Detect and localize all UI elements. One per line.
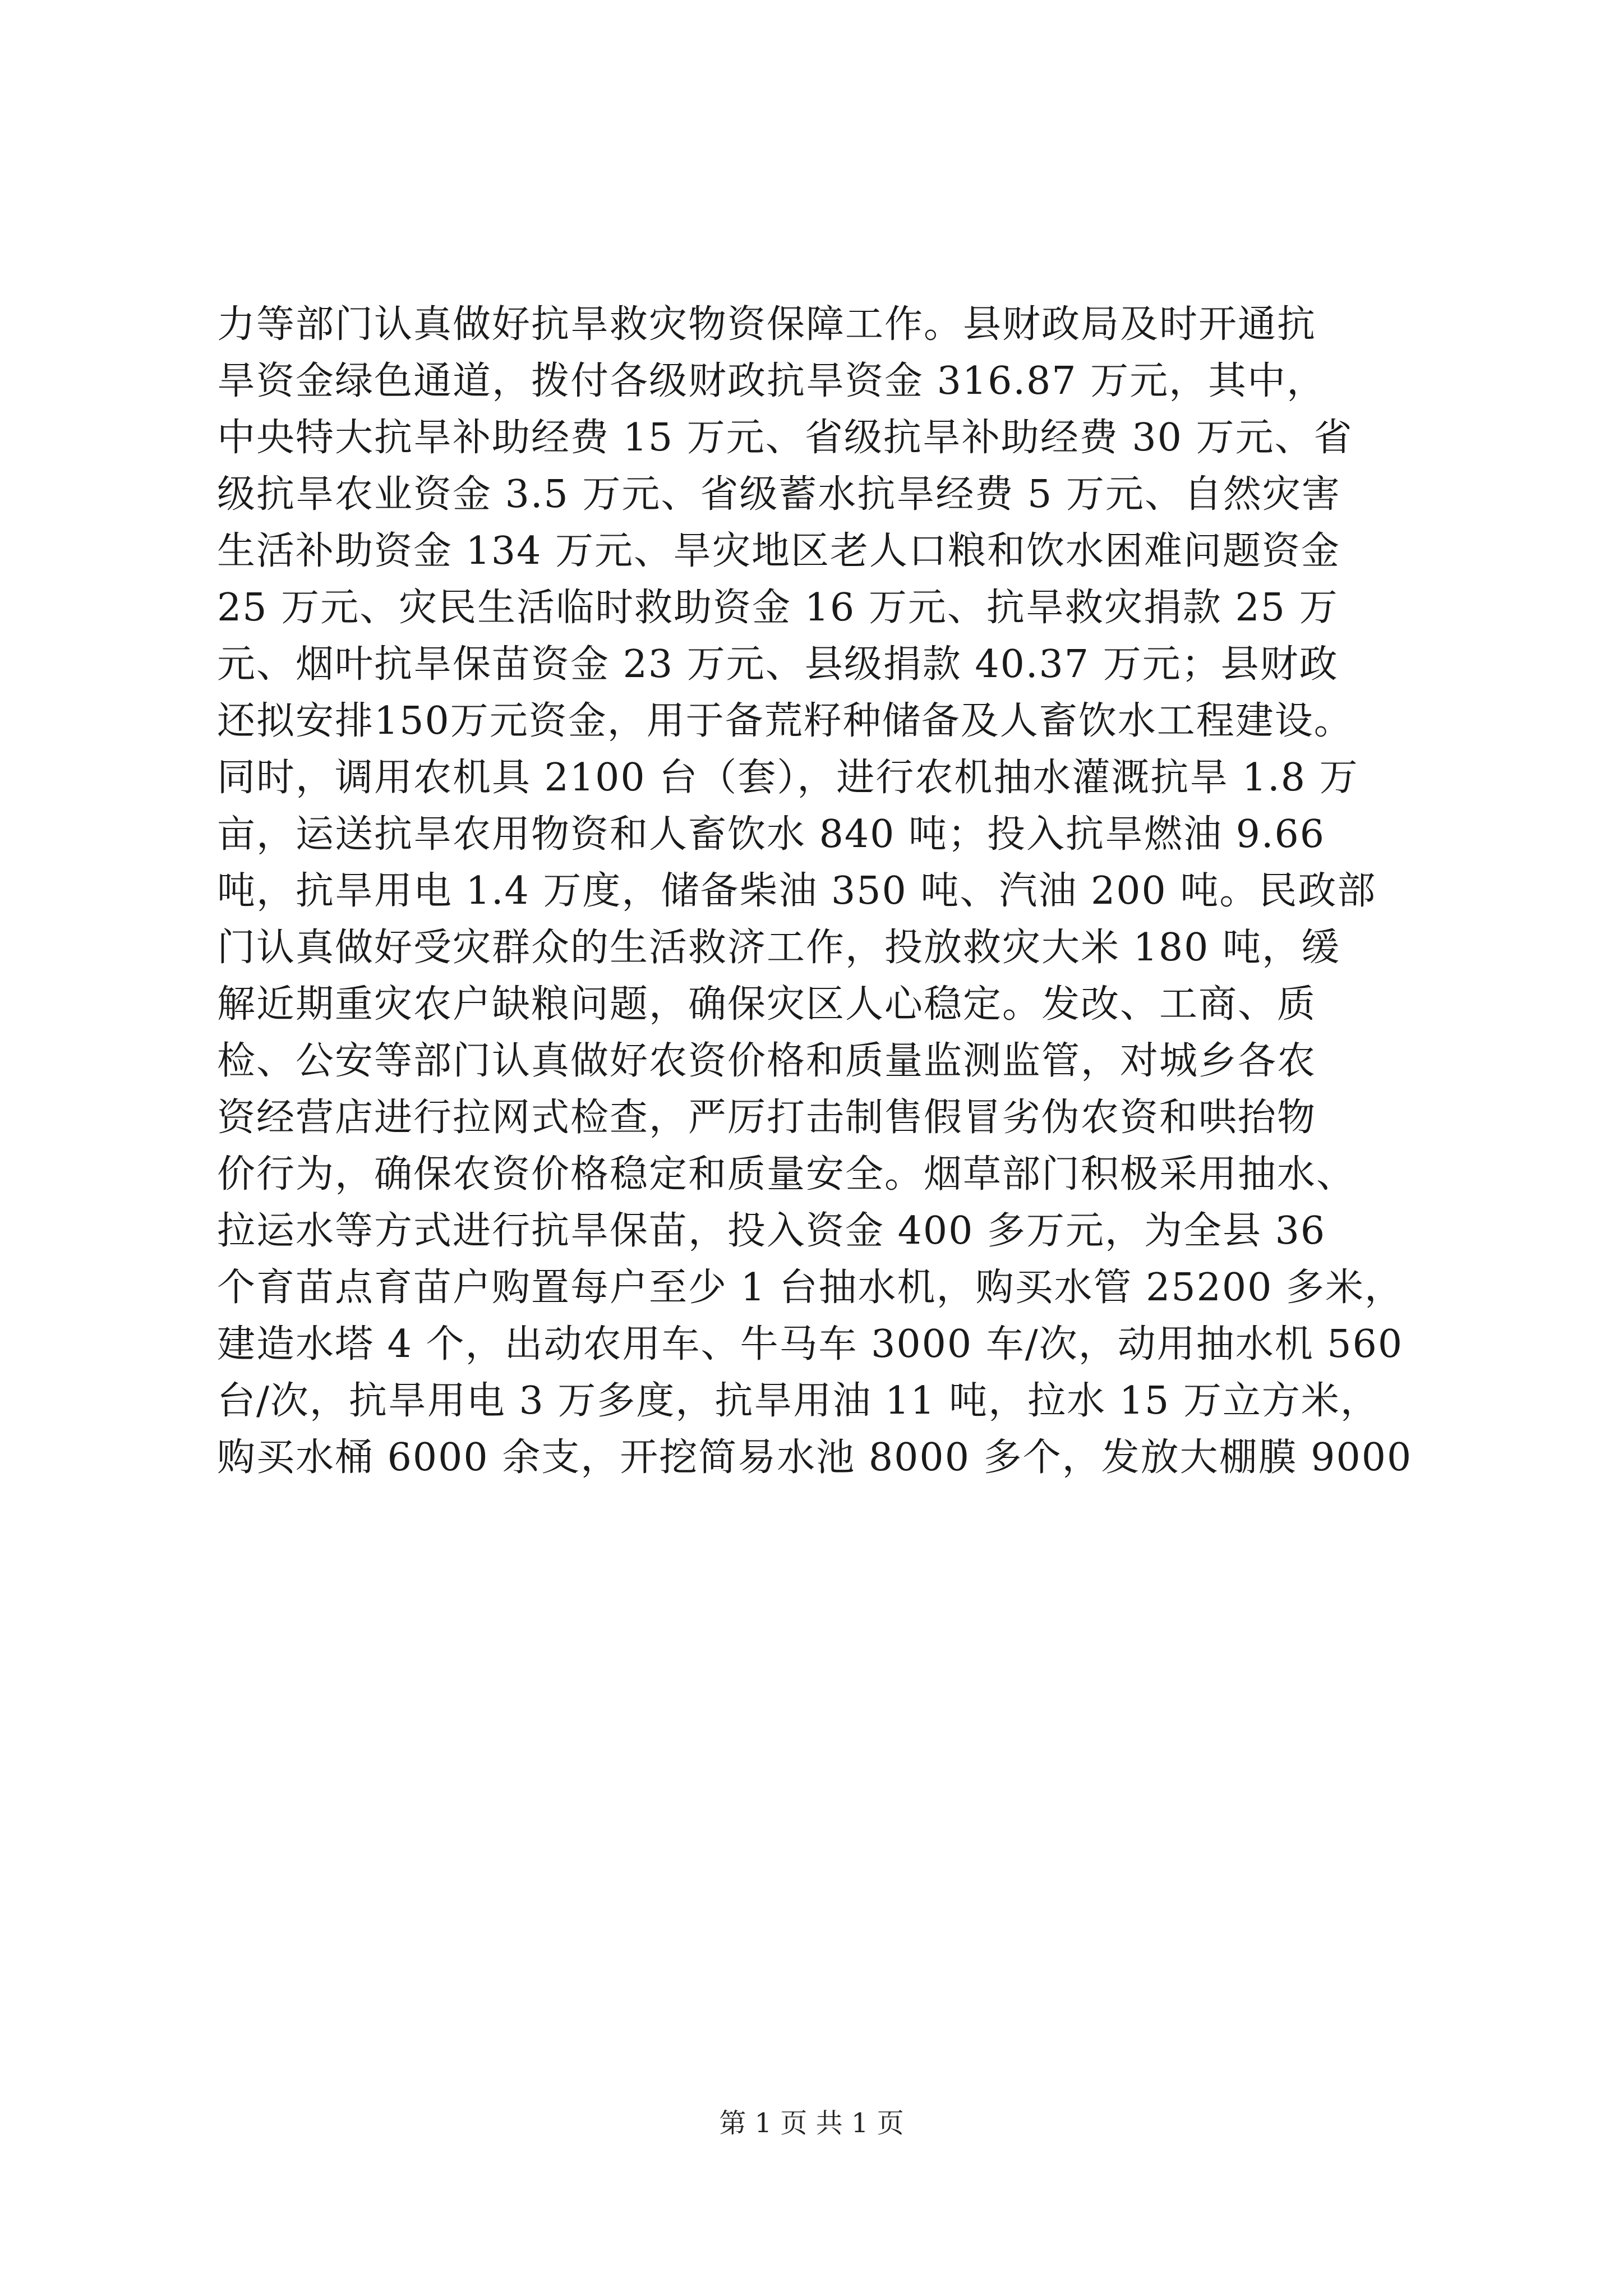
text-line: 个育苗点育苗户购置每户至少 1 台抽水机，购买水管 25200 多米，: [217, 1266, 1404, 1310]
body-text: [217, 296, 1417, 1486]
text-line: 检、公安等部门认真做好农资价格和质量监测监管，对城乡各农: [217, 1039, 1317, 1083]
text-line: 同时，调用农机具 2100 台（套），进行农机抽水灌溉抗旱 1.8 万: [217, 756, 1359, 800]
text-line: 购买水桶 6000 余支，开挖简易水池 8000 多个，发放大棚膜 9000: [217, 1435, 1413, 1480]
text-line: 台/次，抗旱用电 3 万多度，抗旱用油 11 吨，拉水 15 万立方米，: [217, 1379, 1380, 1423]
text-line: 25 万元、灾民生活临时救助资金 16 万元、抗旱救灾捐款 25 万: [217, 586, 1339, 630]
text-line: 资经营店进行拉网式检查，严厉打击制售假冒劣伪农资和哄抬物: [217, 1096, 1317, 1140]
text-line: 吨，抗旱用电 1.4 万度，储备柴油 350 吨、汽油 200 吨。民政部: [217, 869, 1377, 913]
text-line: 级抗旱农业资金 3.5 万元、省级蓄水抗旱经费 5 万元、自然灾害: [217, 472, 1341, 517]
text-line: 元、烟叶抗旱保苗资金 23 万元、县级捐款 40.37 万元；县财政: [217, 642, 1339, 687]
text-line: 中央特大抗旱补助经费 15 万元、省级抗旱补助经费 30 万元、省: [217, 416, 1353, 460]
text-line: 旱资金绿色通道，拨付各级财政抗旱资金 316.87 万元，其中，: [217, 359, 1326, 403]
text-line: 力等部门认真做好抗旱救灾物资保障工作。县财政局及时开通抗: [217, 302, 1317, 347]
page-footer: 第 1 页 共 1 页: [719, 2108, 904, 2139]
text-line: 生活补助资金 134 万元、旱灾地区老人口粮和饮水困难问题资金: [217, 529, 1341, 573]
text-line: 门认真做好受灾群众的生活救济工作，投放救灾大米 180 吨，缓: [217, 926, 1341, 970]
text-line: 价行为，确保农资价格稳定和质量安全。烟草部门积极采用抽水、: [217, 1152, 1356, 1197]
text-line: 解近期重灾农户缺粮问题，确保灾区人心稳定。发改、工商、质: [217, 982, 1317, 1027]
text-line: 建造水塔 4 个，出动农用车、牛马车 3000 车/次，动用抽水机 560: [217, 1322, 1404, 1366]
text-line: 亩，运送抗旱农用物资和人畜饮水 840 吨；投入抗旱燃油 9.66: [217, 812, 1326, 857]
text-line: 还拟安排150万元资金，用于备荒籽种储备及人畜饮水工程建设。: [217, 699, 1353, 743]
text-line: 拉运水等方式进行抗旱保苗，投入资金 400 多万元，为全县 36: [217, 1209, 1326, 1253]
